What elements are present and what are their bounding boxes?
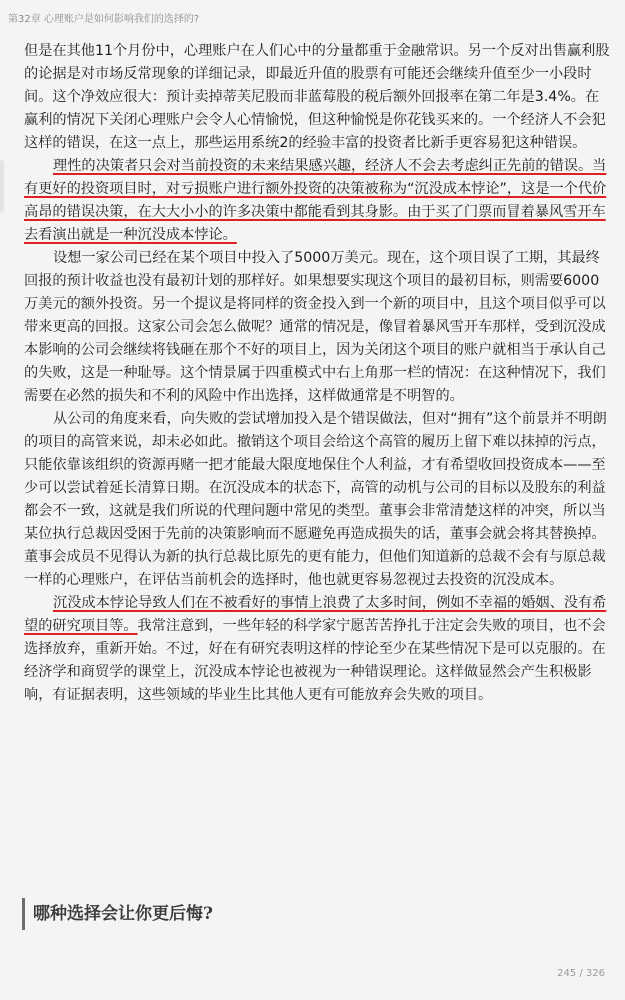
paragraph-5-rest: 我常注意到，一些年轻的科学家宁愿苦苦挣扎于注定会失败的项目，也不会选择放弃，重新开始。不过，好在有研究表明这样的悖论至少在某些情况下是可以克服的。在经济学和商贸学的课堂上，沉没成本悖论也被视为一种错误理论。这样做显然会产生积极影响，有证据表明，这些领域的毕业生比其他人更有可能放弃会失败的项目。 (24, 618, 606, 703)
paragraph-3: 设想一家公司已经在某个项目中投入了5000万美元。现在，这个项目误了工期，其最终回报的预计收益也没有最初计划的那样好。如果想要实现这个项目的最初目标，则需要6000万美元的额外投资。另一个提议是将同样的资金投入到一个新的项目中，且这个项目似乎可以带来更高的回报。这家公司会怎么做呢？通常的情况是，像冒着暴风雪开车那样，受到沉没成本影响的公司会继续将钱砸在那个不好的项目上，因为关闭这个项目的账户就相当于承认自己的失败，这是一种耻辱。这个情景属于四重模式中右上角那一栏的情况：在这种情况下，我们需要在必然的损失和不利的风险中作出选择，这样做通常是不明智的。 (24, 250, 606, 404)
paragraph-4: 从公司的角度来看，向失败的尝试增加投入是个错误做法，但对“拥有”这个前景并不明朗的项目的高管来说，却未必如此。撤销这个项目会给这个高管的履历上留下难以抹掉的污点，只能依靠该组织的资源再赌一把才能最大限度地保住个人利益，才有希望收回投资成本——至少可以尝试着延长清算日期。在沉没成本的状态下，高管的动机与公司的目标以及股东的利益都会不一致，这就是我们所说的代理问题中常见的类型。董事会非常清楚这样的冲突，所以当某位执行总裁因受困于先前的决策影响而不愿避免再造成损失的话，董事会就会将其替换掉。董事会成员不见得认为新的执行总裁比原先的更有能力，但他们知道新的总裁不会有与原总裁一样的心理账户，在评估当前机会的选择时，他也就更容易忽视过去投资的沉没成本。 (24, 411, 607, 588)
chapter-header: 第32章 心理账户是如何影响我们的选择的? (8, 14, 200, 25)
reading-content (24, 40, 610, 707)
paragraph-5-highlight: 沉没成本悖论导致人们在不被看好的事情上浪费了太多时间，例如不幸福的婚姻、没有希望的研究项目等。 (24, 595, 607, 634)
paragraph-5 (24, 592, 610, 707)
section-title: 哪种选择会让你更后悔? (22, 898, 213, 930)
edge-tab-handle[interactable] (0, 160, 4, 212)
paragraph-2-highlighted: 理性的决策者只会对当前投资的未来结果感兴趣，经济人不会去考虑纠正先前的错误。当有更好的投资项目时，对亏损账户进行额外投资的决策被称为“沉没成本悖论”，这是一个代价高昂的错误决策，在大大小小的许多决策中都能看到其身影。由于买了门票而冒着暴风雪开车去看演出就是一种沉没成本悖论。 (24, 158, 607, 243)
paragraph-1: 但是在其他11个月份中，心理账户在人们心中的分量都重于金融常识。另一个反对出售赢利股的论据是对市场反常现象的详细记录，即最近升值的股票有可能还会继续升值至少一小段时间。这个净效应很大：预计卖掉蒂芙尼股而非蓝莓股的税后额外回报率在第二年是3.4%。在赢利的情况下关闭心理账户会令人心情愉悦，但这种愉悦是你花钱买来的。一个经济人不会犯这样的错误，在这一点上，那些运用系统2的经验丰富的投资者比新手更容易犯这种错误。 (24, 43, 610, 151)
page-indicator: 245 / 326 (557, 968, 605, 979)
